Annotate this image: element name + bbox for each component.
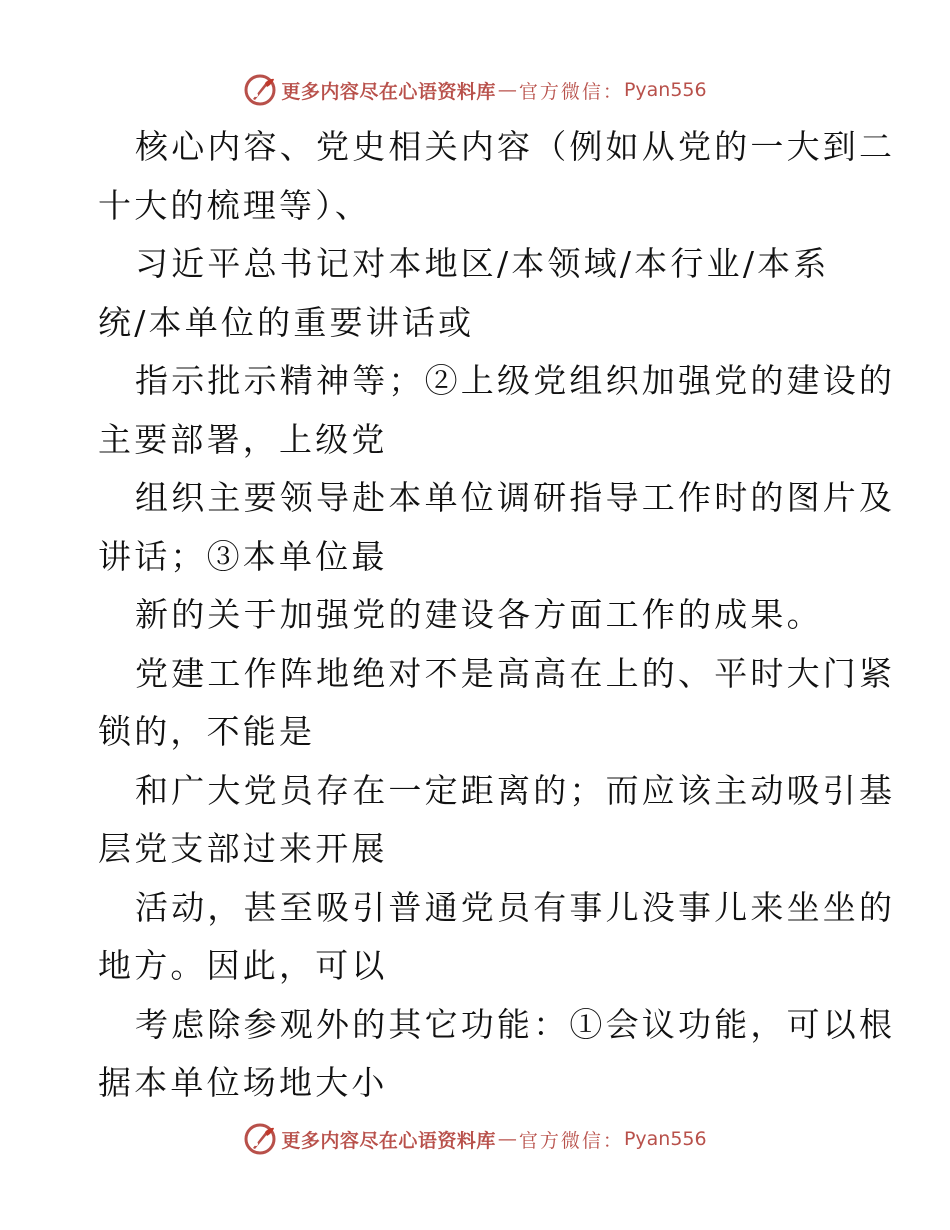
text-line: 十大的梳理等）、 — [98, 185, 372, 225]
text-line: 核心内容、党史相关内容（例如从党的一大到二 — [135, 127, 896, 166]
header-brand: 更多内容尽在心语资料库 — [281, 80, 496, 103]
text-line: 党建工作阵地绝对不是高高在上的、平时大门紧 — [135, 653, 896, 693]
footer-wechat-id: Pyan556 — [623, 1128, 707, 1150]
footer-brand: 更多内容尽在心语资料库 — [281, 1129, 496, 1152]
text-line: 新的关于加强党的建设各方面工作的成果。 — [135, 595, 823, 634]
text-line: 组织主要领导赴本单位调研指导工作时的图片及 — [135, 478, 896, 517]
text-line: 地方。因此，可以 — [98, 946, 388, 985]
text-line: 和广大党员存在一定距离的；而应该主动吸引基 — [135, 770, 896, 810]
document-body — [98, 118, 896, 1113]
text-line: 锁的，不能是 — [98, 712, 316, 751]
text-line: 讲话；③本单位最 — [98, 536, 388, 576]
footer-official-label: 官方微信： — [518, 1129, 624, 1152]
footer-banner — [0, 1119, 950, 1159]
text-line: 主要部署，上级党 — [98, 419, 388, 459]
header-banner — [0, 70, 950, 110]
text-line: 习近平总书记对本地区/本领域/本行业/本系 — [135, 244, 830, 283]
quill-logo-icon — [243, 73, 277, 107]
quill-logo-icon — [243, 1122, 277, 1156]
text-line: 考虑除参观外的其它功能：①会议功能，可以根 — [135, 1004, 896, 1044]
text-line: 层党支部过来开展 — [98, 829, 388, 868]
header-separator: — — [497, 79, 517, 101]
header-wechat-id: Pyan556 — [623, 79, 707, 101]
text-line: 据本单位场地大小 — [98, 1063, 388, 1102]
text-line: 指示批示精神等；②上级党组织加强党的建设的 — [135, 361, 896, 400]
text-line: 统/本单位的重要讲话或 — [98, 302, 475, 342]
text-line: 活动，甚至吸引普通党员有事儿没事儿来坐坐的 — [135, 887, 896, 927]
header-official-label: 官方微信： — [518, 80, 624, 103]
footer-separator: — — [497, 1128, 517, 1150]
